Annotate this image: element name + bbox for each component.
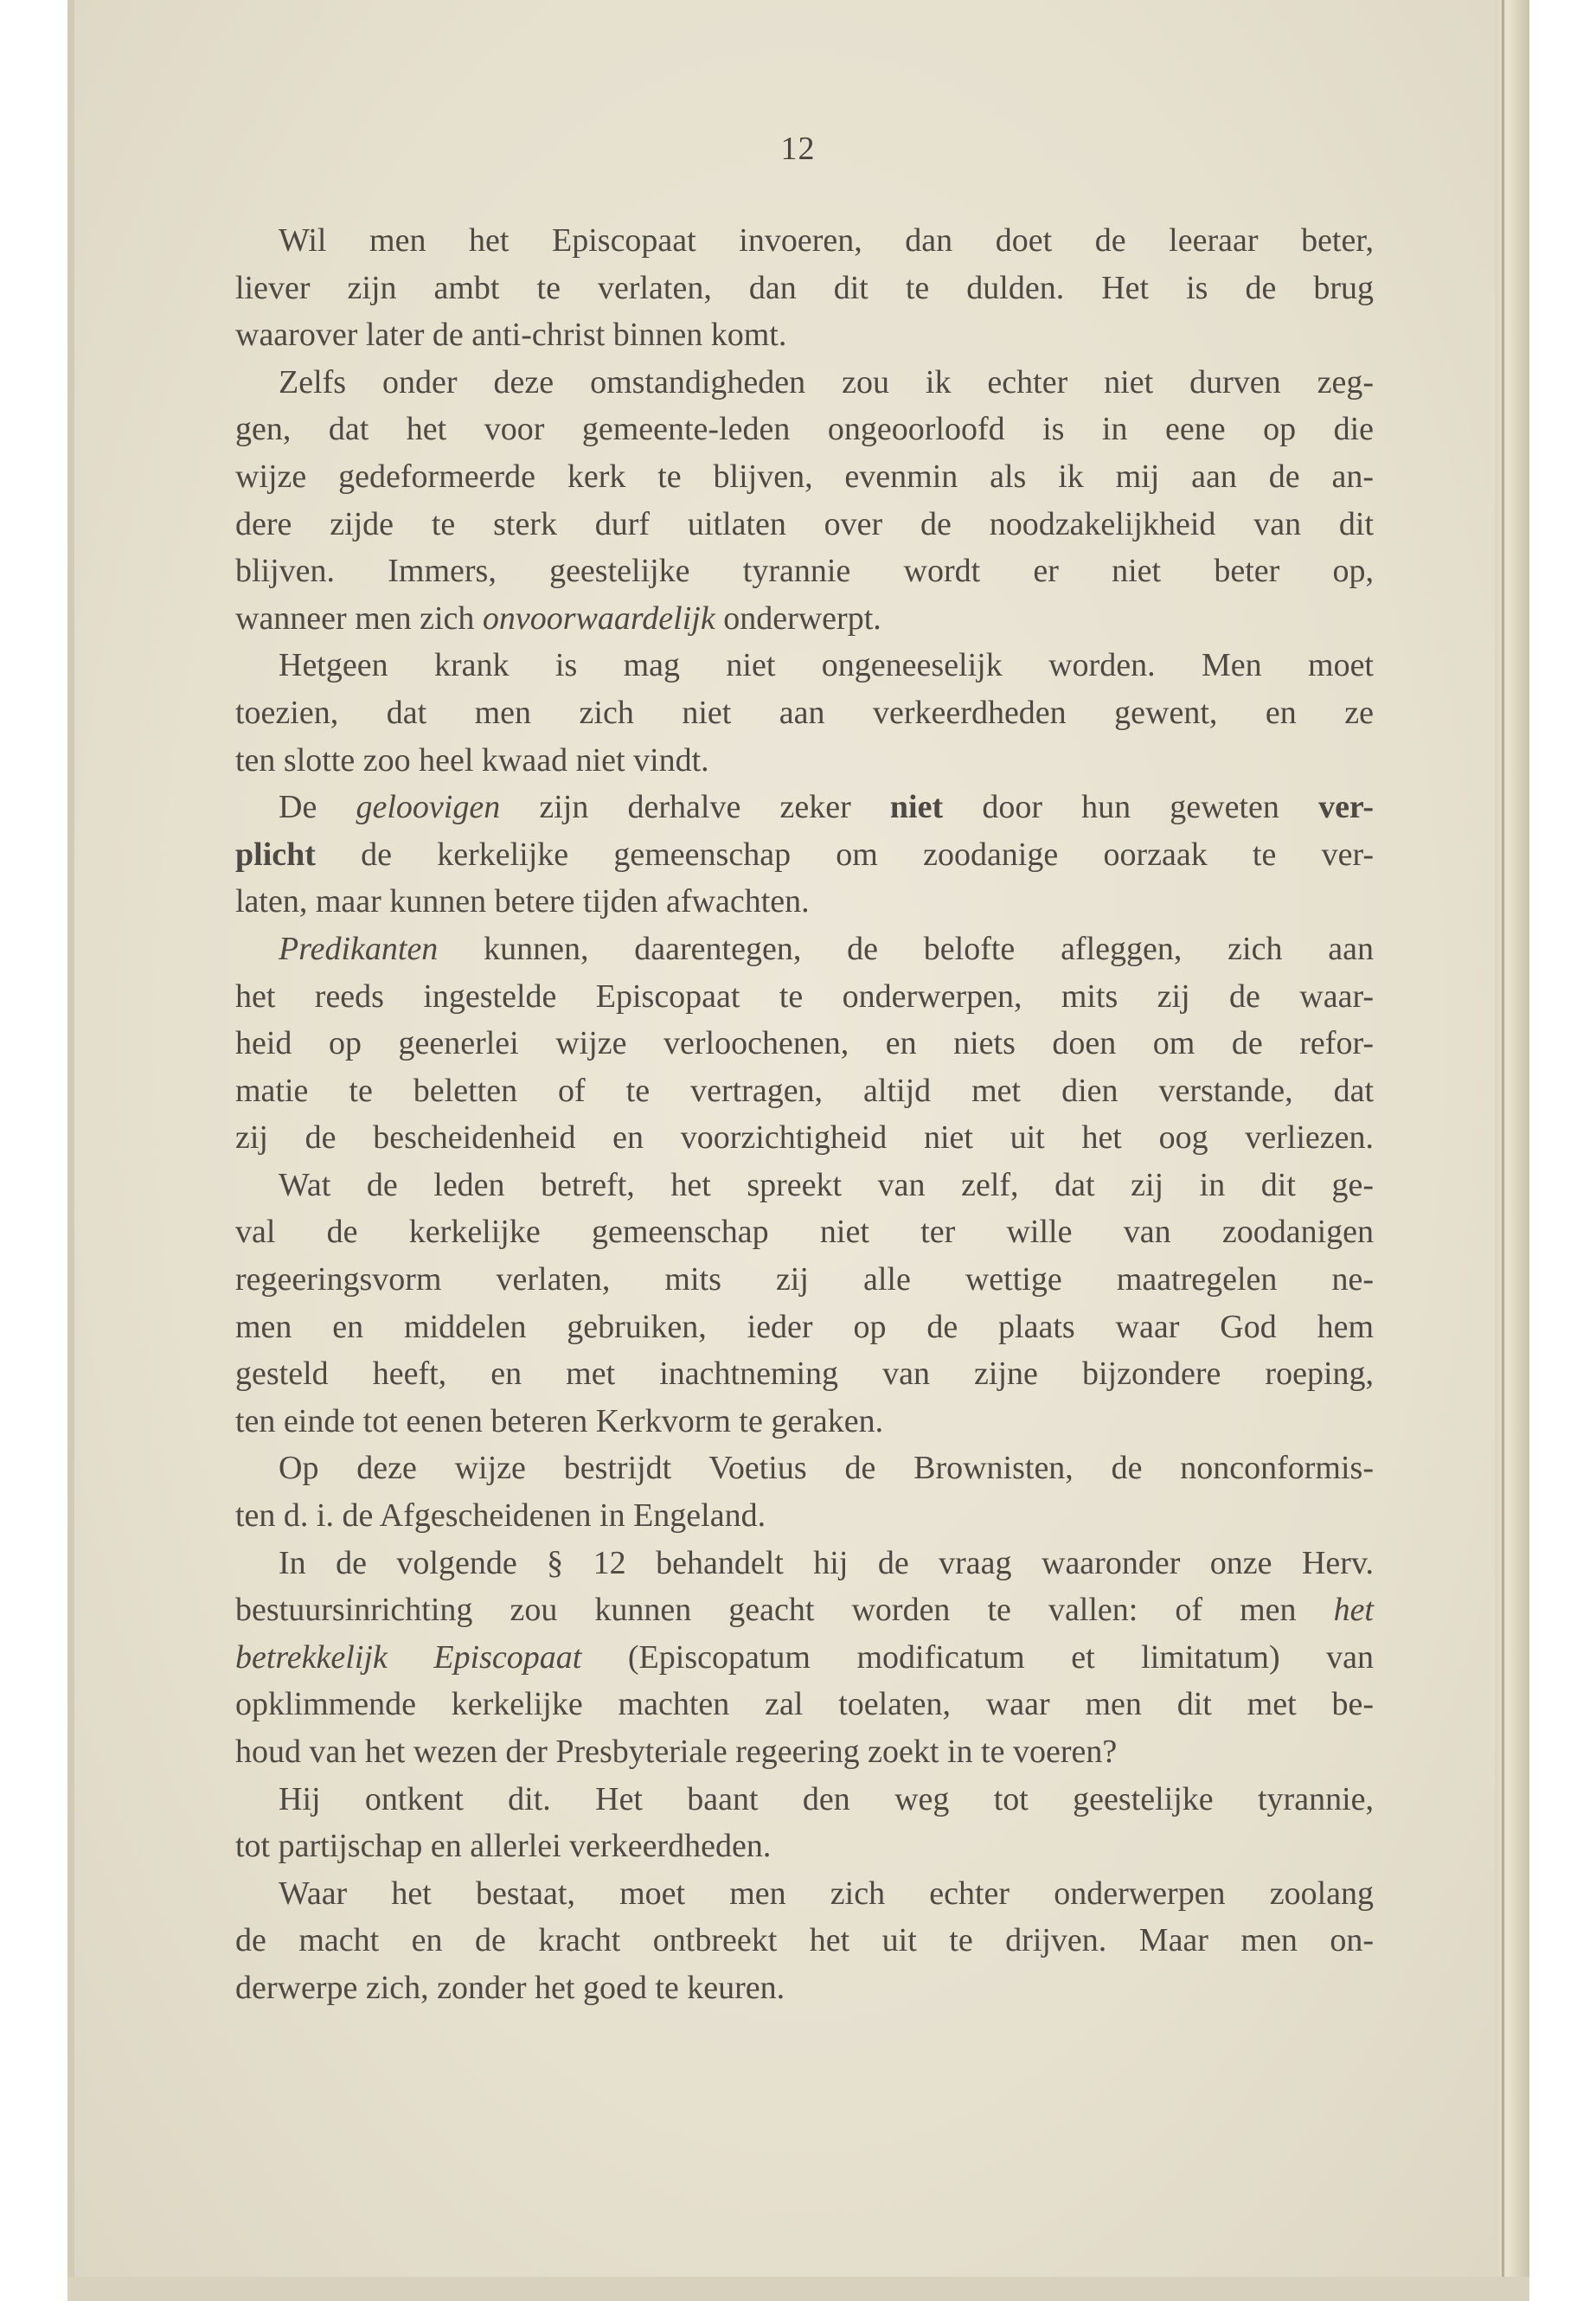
body-text (235, 217, 1374, 2012)
text-line: Hetgeen krank is mag niet ongeneeselijk worden. Men moet (279, 647, 1374, 684)
page-binding (1495, 0, 1529, 2301)
text-fragment: kunnen, daarentegen, de belofte afleggen, zich aan (484, 930, 1374, 967)
text-line: heid op geenerlei wijze verloochenen, en niets doen om de refor- (235, 1025, 1374, 1062)
emphasis-niet: niet (889, 789, 944, 826)
text-line: Waar het bestaat, moet men zich echter onderwerpen zoolang (279, 1875, 1374, 1912)
text-line: waarover later de anti-christ binnen komt. (235, 317, 787, 354)
text-line: ten d. i. de Afgescheidenen in Engeland. (235, 1497, 766, 1535)
emphasis-verplicht-end: plicht (235, 836, 316, 873)
page-left-edge (67, 0, 74, 2301)
text-line: blijven. Immers, geestelijke tyrannie wordt er niet beter op, (235, 553, 1374, 590)
text-fragment: onderwerpt. (723, 599, 881, 637)
text-line: men en middelen gebruiken, ieder op de plaats waar God hem (235, 1308, 1374, 1345)
emphasis-betrekkelijk-episcopaat: betrekkelijk Episcopaat (235, 1638, 582, 1676)
text-line: Wil men het Episcopaat invoeren, dan doet de leeraar beter, (279, 222, 1374, 259)
text-line: gesteld heeft, en met inachtneming van zijne bijzondere roeping, (235, 1356, 1374, 1393)
text-line: Op deze wijze bestrijdt Voetius de Brownisten, de nonconformis- (279, 1450, 1374, 1487)
text-line: Wat de leden betreft, het spreekt van zelf, dat zij in dit ge- (279, 1166, 1374, 1203)
text-fragment: zijn derhalve zeker (539, 789, 851, 826)
text-line (235, 595, 1374, 643)
text-line: ten einde tot eenen beteren Kerkvorm te geraken. (235, 1402, 884, 1439)
text-line: het reeds ingestelde Episcopaat te onderwerpen, mits zij de waar- (235, 977, 1374, 1015)
text-line (235, 831, 1374, 879)
text-fragment: de kerkelijke gemeenschap om zoodanige oorzaak te ver- (361, 836, 1374, 873)
text-line: de macht en de kracht ontbreekt het uit te drijven. Maar men on- (235, 1922, 1374, 1959)
text-line: ten slotte zoo heel kwaad niet vindt. (235, 741, 709, 779)
text-line (235, 1634, 1374, 1682)
emphasis-onvoorwaardelijk: onvoorwaardelijk (482, 599, 715, 637)
text-line: opklimmende kerkelijke machten zal toelaten, waar men dit met be- (235, 1686, 1374, 1723)
emphasis-predikanten: Predikanten (279, 930, 439, 967)
text-line: In de volgende § 12 behandelt hij de vraag waaronder onze Herv. (279, 1544, 1374, 1581)
text-line: houd van het wezen der Presbyteriale regeering zoekt in te voeren? (235, 1734, 1118, 1770)
text-line (235, 1586, 1374, 1634)
text-line: toezien, dat men zich niet aan verkeerdheden gewent, en ze (235, 694, 1374, 731)
text-line: dere zijde te sterk durf uitlaten over de noodzakelijkheid van dit (235, 505, 1374, 542)
text-line: Zelfs onder deze omstandigheden zou ik echter niet durven zeg- (279, 363, 1374, 401)
text-line: tot partijschap en allerlei verkeerdheden. (235, 1828, 772, 1865)
text-line: regeeringsvorm verlaten, mits zij alle wettige maatregelen ne- (235, 1261, 1374, 1298)
text-line (235, 784, 1374, 831)
text-fragment: (Episcopatum modificatum et limitatum) van (627, 1638, 1375, 1676)
text-line: wijze gedeformeerde kerk te blijven, evenmin als ik mij aan de an- (235, 458, 1374, 495)
text-line: val de kerkelijke gemeenschap niet ter wille van zoodanigen (235, 1214, 1374, 1251)
emphasis-verplicht-start: ver- (1318, 789, 1375, 826)
page-number: 12 (780, 131, 816, 167)
text-line: Hij ontkent dit. Het baant den weg tot geestelijke tyrannie, (279, 1780, 1374, 1817)
text-fragment: wanneer men zich (235, 599, 475, 637)
text-fragment: door hun geweten (982, 789, 1279, 826)
page-bottom-edge (67, 2277, 1529, 2301)
text-line: laten, maar kunnen betere tijden afwachten. (235, 883, 810, 920)
text-fragment: De (279, 789, 317, 826)
emphasis-het: het (1333, 1592, 1374, 1629)
text-line: liever zijn ambt te verlaten, dan dit te dulden. Het is de brug (235, 269, 1374, 306)
emphasis-geloovigen: geloovigen (356, 789, 501, 826)
text-line: zij de bescheidenheid en voorzichtigheid niet uit het oog verliezen. (235, 1119, 1374, 1157)
text-line: derwerpe zich, zonder het goed te keuren. (235, 1969, 785, 2006)
binding-line (1502, 0, 1504, 2301)
text-line (235, 926, 1374, 973)
text-fragment: bestuursinrichting zou kunnen geacht worden te vallen: of men (235, 1592, 1297, 1629)
text-line: gen, dat het voor gemeente-leden ongeoorloofd is in eene op die (235, 411, 1374, 448)
text-line: matie te beletten of te vertragen, altijd met dien verstande, dat (235, 1072, 1374, 1109)
